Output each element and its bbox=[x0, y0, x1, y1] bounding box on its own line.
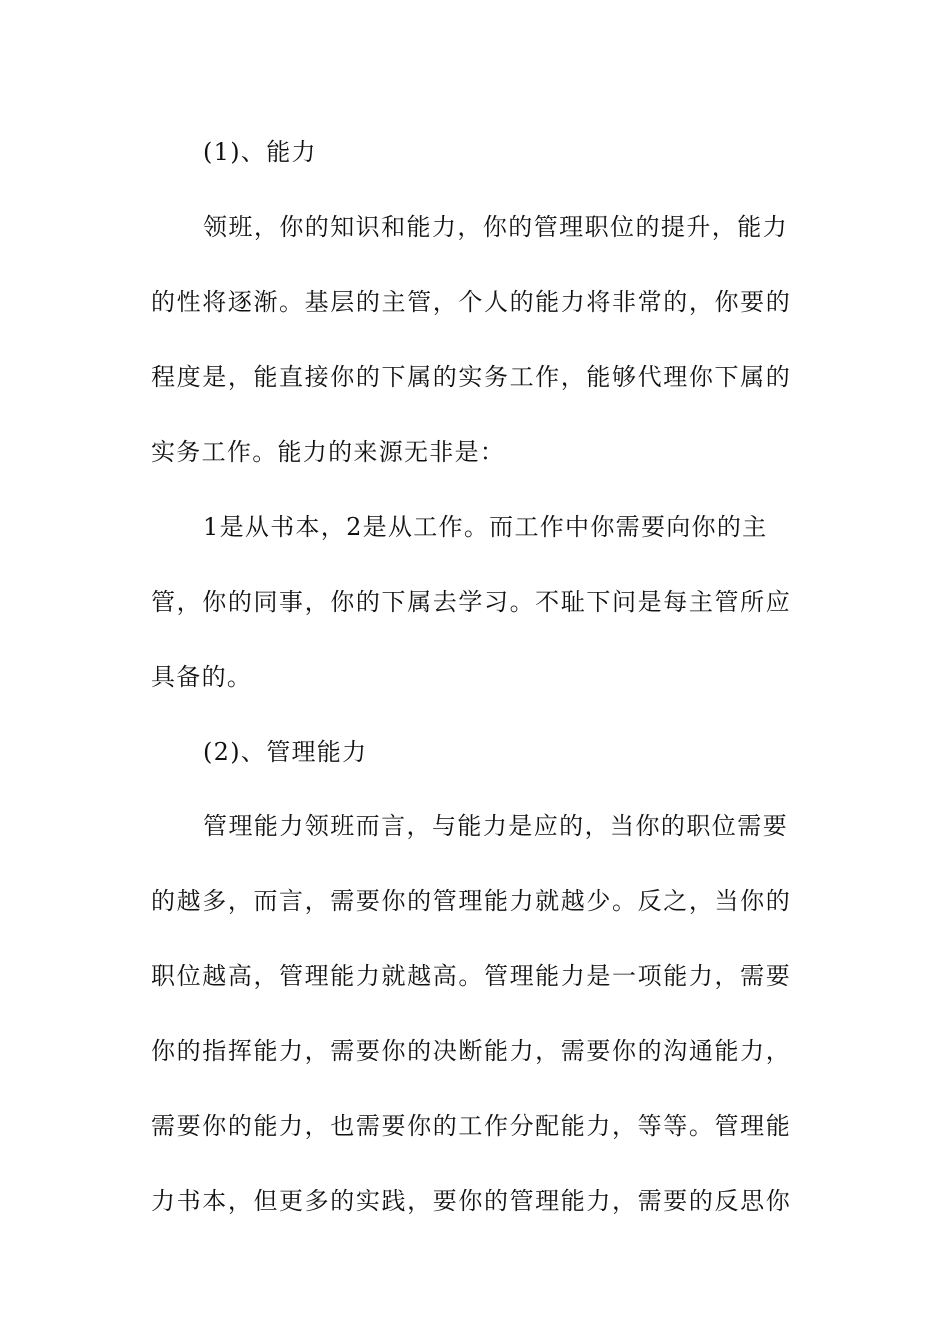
section-heading-ability: (1)、能力 bbox=[203, 138, 317, 166]
paragraph-line: 需要你的能力，也需要你的工作分配能力，等等。管理能 bbox=[151, 1112, 791, 1140]
paragraph-line: 具备的。 bbox=[151, 663, 253, 691]
paragraph-line: 力书本，但更多的实践，要你的管理能力，需要的反思你 bbox=[151, 1187, 791, 1215]
section-heading-management: (2)、管理能力 bbox=[203, 738, 368, 766]
paragraph-line: 管理能力领班而言，与能力是应的，当你的职位需要 bbox=[203, 812, 788, 840]
paragraph-line: 实务工作。能力的来源无非是： bbox=[151, 438, 506, 466]
paragraph-line: 程度是，能直接你的下属的实务工作，能够代理你下属的 bbox=[151, 363, 791, 391]
paragraph-line: 领班，你的知识和能力，你的管理职位的提升，能力 bbox=[203, 213, 788, 241]
paragraph-line: 职位越高，管理能力就越高。管理能力是一项能力，需要 bbox=[151, 962, 791, 990]
paragraph-line: 1是从书本，2是从工作。而工作中你需要向你的主 bbox=[203, 513, 768, 541]
paragraph-line: 的性将逐渐。基层的主管，个人的能力将非常的，你要的 bbox=[151, 288, 791, 316]
paragraph-line: 你的指挥能力，需要你的决断能力，需要你的沟通能力， bbox=[151, 1037, 791, 1065]
paragraph-line: 的越多，而言，需要你的管理能力就越少。反之，当你的 bbox=[151, 887, 791, 915]
paragraph-line: 管，你的同事，你的下属去学习。不耻下问是每主管所应 bbox=[151, 588, 791, 616]
